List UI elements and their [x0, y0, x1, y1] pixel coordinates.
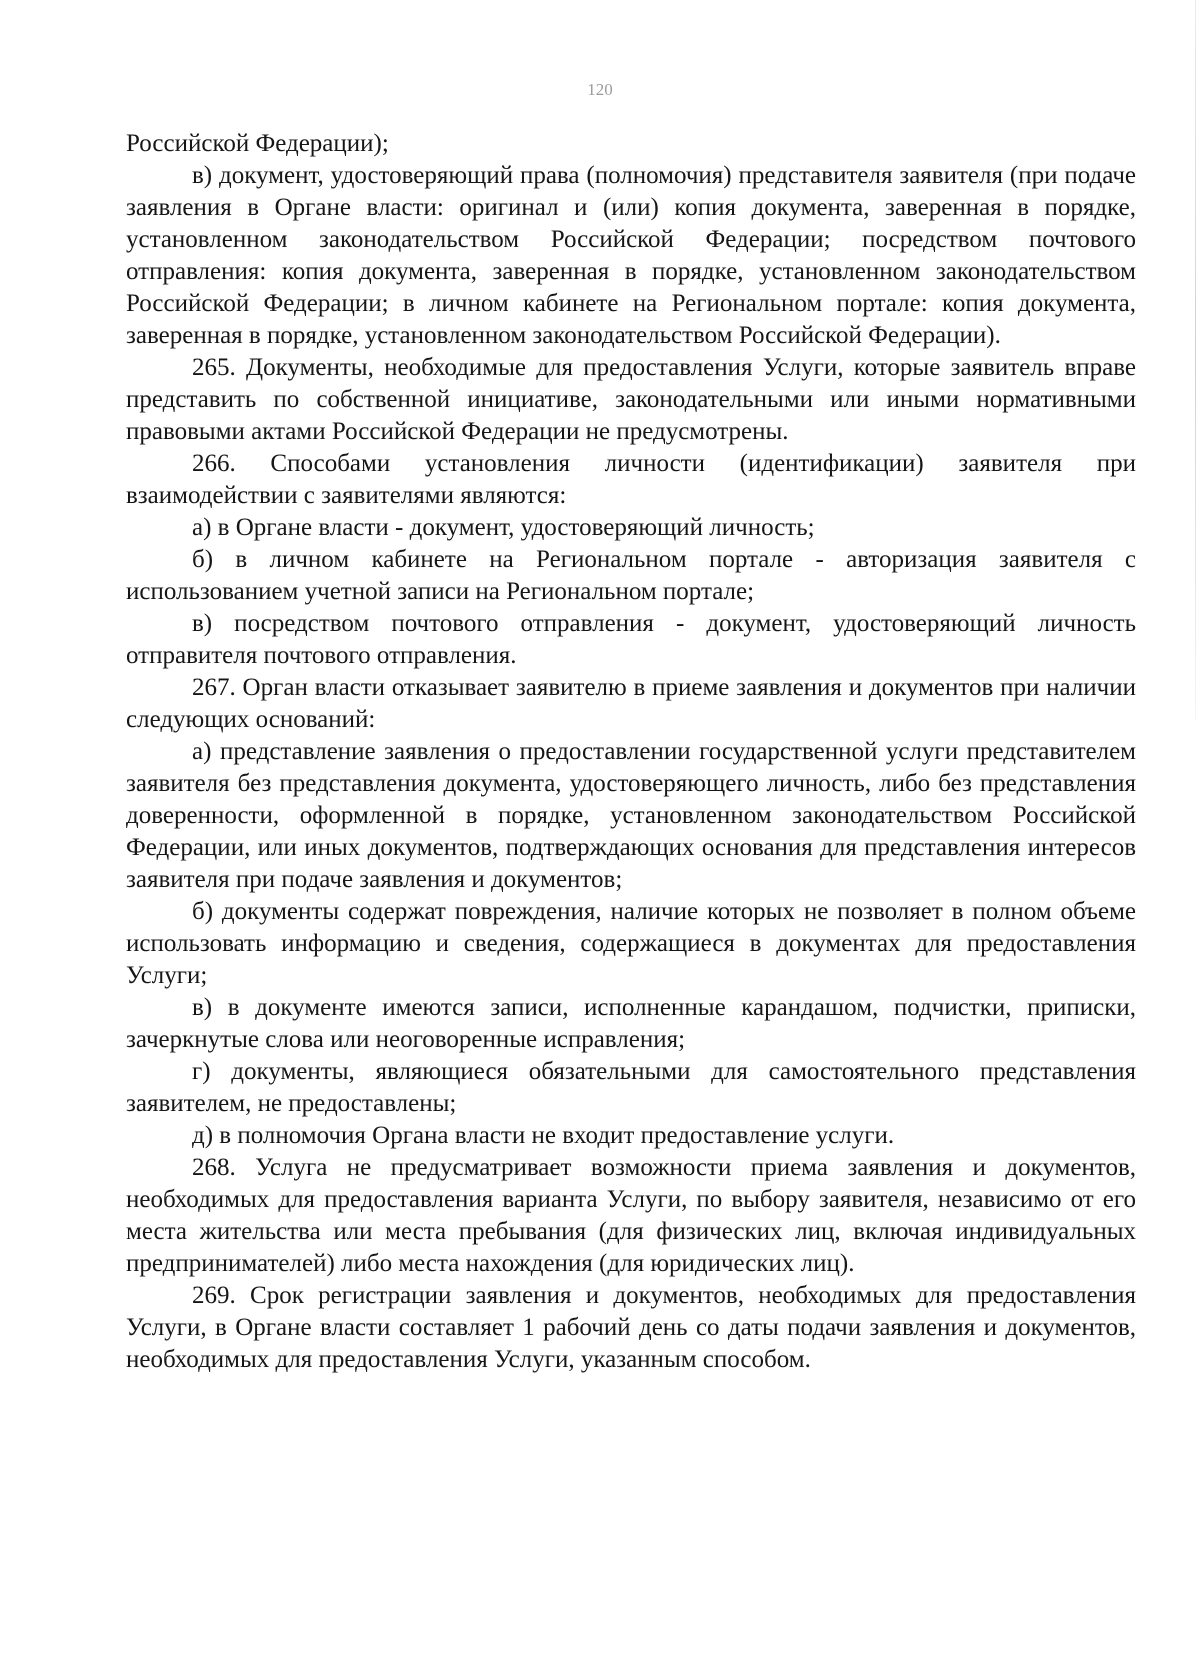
paragraph-266-v: в) посредством почтового отправления - документ, удостоверяющий личность отправителя почтового отправления. [126, 610, 1136, 669]
paragraph-267-v: в) в документе имеются записи, исполненные карандашом, подчистки, приписки, зачеркнутые слова или неоговоренные исправления; [126, 994, 1136, 1053]
document-body [126, 128, 1136, 1376]
scan-edge-line [1195, 0, 1196, 720]
paragraph-269: 269. Срок регистрации заявления и документов, необходимых для предоставления Услуги, в Органе власти составляет 1 рабочий день со даты подачи заявления и документов, необходимых для предоставления Услуги, указанным способом. [126, 1282, 1136, 1373]
paragraph-266: 266. Способами установления личности (идентификации) заявителя при взаимодействии с заявителями являются: [126, 450, 1136, 509]
paragraph-267-g: г) документы, являющиеся обязательными для самостоятельного представления заявителем, не предоставлены; [126, 1058, 1136, 1117]
paragraph-continuation: Российской Федерации); [126, 130, 389, 157]
paragraph-267-a: а) представление заявления о предоставлении государственной услуги представителем заявителя без представления документа, удостоверяющего личность, либо без представления доверенности, оформленной в порядке, установленном законодательством Российской Федерации, или иных документов, подтверждающих основания для представления интересов заявителя при подаче заявления и документов; [126, 738, 1136, 893]
paragraph-267: 267. Орган власти отказывает заявителю в приеме заявления и документов при наличии следующих оснований: [126, 674, 1136, 733]
paragraph-265: 265. Документы, необходимые для предоставления Услуги, которые заявитель вправе представить по собственной инициативе, законодательными или иными нормативными правовыми актами Российской Федерации не предусмотрены. [126, 354, 1136, 445]
paragraph-266-b: б) в личном кабинете на Региональном портале - авторизация заявителя с использованием учетной записи на Региональном портале; [126, 546, 1136, 605]
paragraph-267-d: д) в полномочия Органа власти не входит предоставление услуги. [192, 1122, 895, 1149]
paragraph-266-a: а) в Органе власти - документ, удостоверяющий личность; [192, 514, 815, 541]
paragraph-267-b: б) документы содержат повреждения, наличие которых не позволяет в полном объеме использовать информацию и сведения, содержащиеся в документах для предоставления Услуги; [126, 898, 1136, 989]
paragraph-268: 268. Услуга не предусматривает возможности приема заявления и документов, необходимых для предоставления варианта Услуги, по выбору заявителя, независимо от его места жительства или места пребывания (для физических лиц, включая индивидуальных предпринимателей) либо места нахождения (для юридических лиц). [126, 1154, 1136, 1277]
page-number: 120 [587, 80, 613, 99]
paragraph-item-v-representative-docs: в) документ, удостоверяющий права (полномочия) представителя заявителя (при подаче заявления в Органе власти: оригинал и (или) копия документа, заверенная в порядке, установленном законодательством Российской Федерации; посредством почтового отправления: копия документа, заверенная в порядке, установленном законодательством Российской Федерации; в личном кабинете на Региональном портале: копия документа, заверенная в порядке, установленном законодательством Российской Федерации). [126, 162, 1136, 349]
